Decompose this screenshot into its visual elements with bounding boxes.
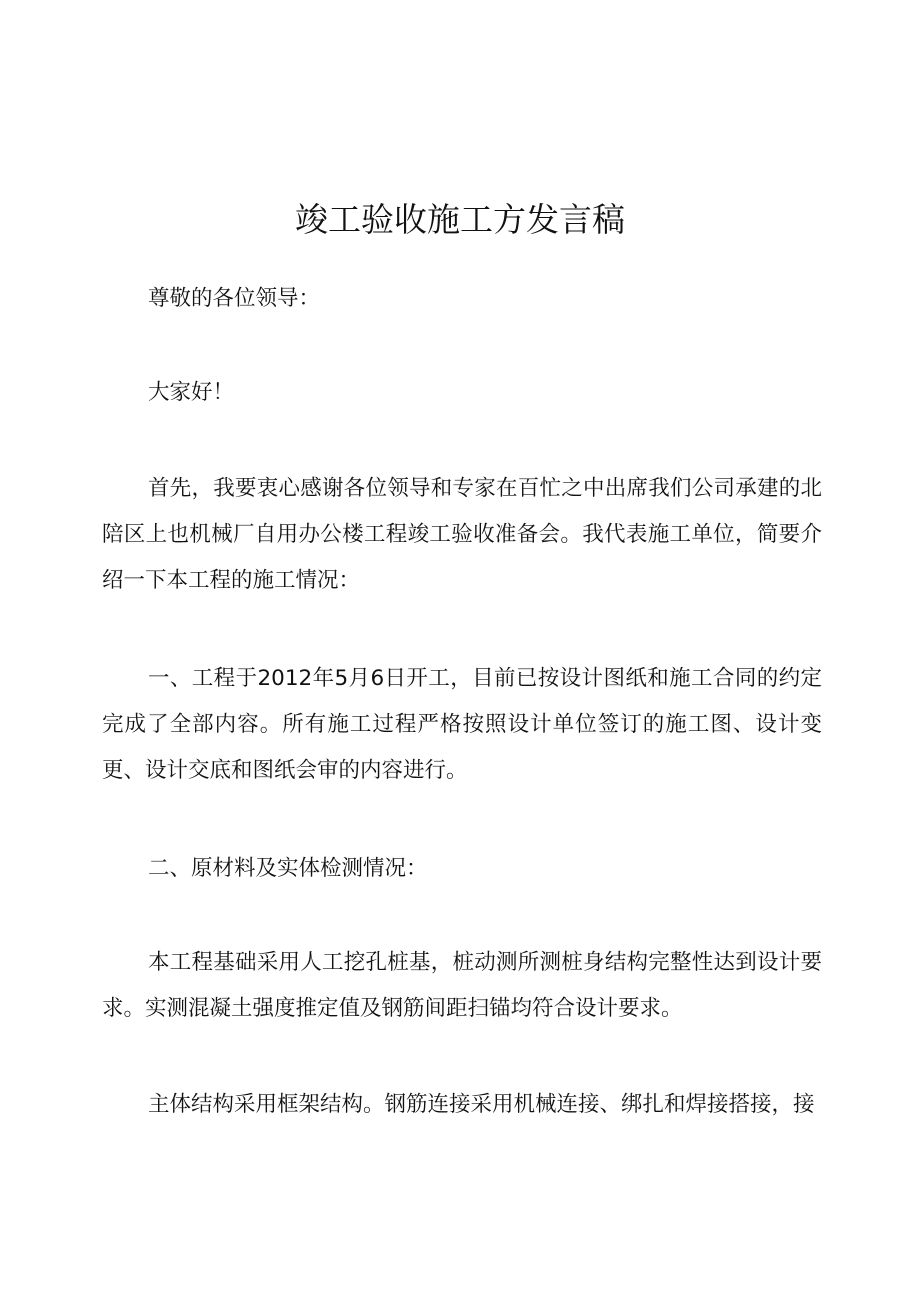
- greeting: 大家好！: [148, 380, 235, 405]
- salutation: 尊敬的各位领导：: [148, 286, 321, 311]
- paragraph-main-structure: 主体结构采用框架结构。钢筋连接采用机械连接、绑扎和焊接搭接，接: [148, 1092, 815, 1117]
- paragraph-introduction: 首先，我要衷心感谢各位领导和专家在百忙之中出席我们公司承建的北陪区上也机械厂自用办公楼工程竣工验收准备会。我代表施工单位，简要介绍一下本工程的施工情况：: [102, 476, 822, 593]
- section-two-heading: 二、原材料及实体检测情况：: [148, 856, 428, 881]
- document-title: 竣工验收施工方发言稿: [295, 200, 625, 240]
- paragraph-section-one: 一、工程于2012年5月6日开工，目前已按设计图纸和施工合同的约定完成了全部内容。所有施工过程严格按照设计单位签订的施工图、设计变更、设计交底和图纸会审的内容进行。: [102, 666, 822, 783]
- paragraph-foundation: 本工程基础采用人工挖孔桩基，桩动测所测桩身结构完整性达到设计要求。实测混凝土强度推定值及钢筋间距扫锚均符合设计要求。: [102, 950, 822, 1021]
